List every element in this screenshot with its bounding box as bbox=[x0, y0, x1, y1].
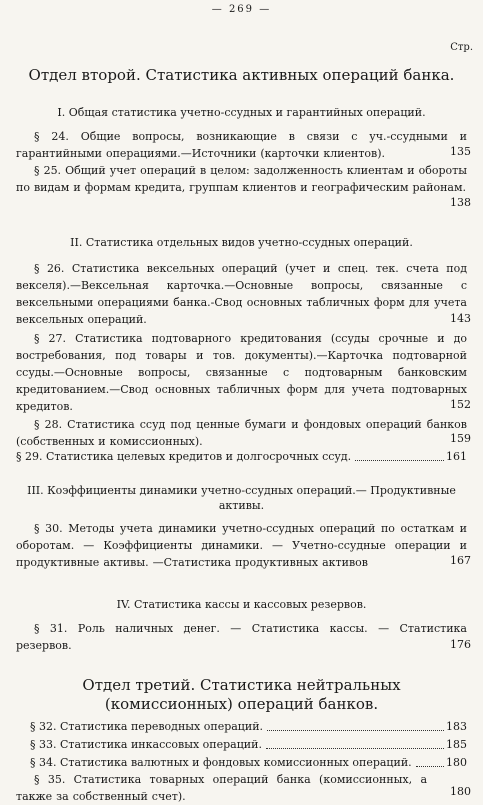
toc-entry-text: § 25. Общий учет операций в целом: задолженность клиентам и обороты по видам и формам кредита, группам клиентов и географическим районам. bbox=[16, 164, 467, 195]
toc-entry-text: § 27. Статистика подтоварного кредитования (ссуды срочные и до востребования, под товары и тов. документы).—Карточка подтоварной ссуды.—Основные вопросы, связанные с подтоварным банковским кредитованием.—Свод основных табличных форм для учета подтоварных кредитов. bbox=[16, 332, 467, 414]
chapter-4 bbox=[12, 598, 471, 613]
page-column-header: Стр. bbox=[450, 42, 473, 53]
toc-entry-32[interactable] bbox=[12, 718, 471, 735]
page-ref: 161 bbox=[446, 450, 467, 463]
toc-entry-25-page bbox=[12, 196, 471, 209]
toc-entry-34[interactable] bbox=[12, 754, 471, 771]
chapter-1-title: I. Общая статистика учетно-ссудных и гарантийных операций. bbox=[57, 106, 426, 119]
toc-entry-text: § 30. Методы учета динамики учетно-ссудных операций по остаткам и оборотам. — Коэффициенты динамики. — Учетно-ссудные операции и продуктивные активы. —Статистика продуктивных активов bbox=[16, 522, 467, 570]
page-number: — 269 — bbox=[211, 4, 272, 15]
page-ref: 180 bbox=[446, 756, 467, 769]
chapter-3 bbox=[12, 484, 471, 514]
page-ref: 183 bbox=[446, 720, 467, 733]
page-ref: 167 bbox=[450, 554, 471, 567]
page-ref: 143 bbox=[450, 312, 471, 325]
toc-entry-text: § 34. Статистика валютных и фондовых комиссионных операций. bbox=[30, 756, 412, 769]
page-ref: 135 bbox=[450, 145, 471, 158]
chapter-3-title: III. Коэффициенты динамики учетно-ссудных операций.— Продуктивные активы. bbox=[27, 484, 456, 512]
chapter-2 bbox=[12, 236, 471, 251]
toc-entry-text: § 31. Роль наличных денег. — Статистика кассы. — Статистика резервов. bbox=[16, 622, 467, 653]
chapter-2-title: II. Статистика отдельных видов учетно-ссудных операций. bbox=[70, 236, 413, 249]
page-ref: 180 bbox=[450, 785, 471, 798]
toc-entry-31-page bbox=[12, 638, 471, 651]
toc-entry-35-page bbox=[12, 785, 471, 798]
toc-entry-30-page bbox=[12, 554, 471, 567]
toc-entry-text: § 29. Статистика целевых кредитов и долгосрочных ссуд. bbox=[16, 450, 352, 463]
page-ref: 152 bbox=[450, 398, 471, 411]
toc-entry-27-page bbox=[12, 398, 471, 411]
toc-entry-33[interactable] bbox=[12, 736, 471, 753]
page-ref: 176 bbox=[450, 638, 471, 651]
leader-dots bbox=[267, 718, 444, 731]
part-two-section bbox=[0, 66, 483, 85]
toc-entry-text: § 32. Статистика переводных операций. bbox=[30, 720, 264, 733]
toc-entry-25[interactable] bbox=[12, 162, 471, 196]
part-three-title: Отдел третий. Статистика нейтральных (комиссионных) операций банков. bbox=[82, 676, 401, 713]
leader-dots bbox=[266, 736, 444, 749]
part-two-title: Отдел второй. Статистика активных операций банка. bbox=[28, 66, 455, 84]
toc-entry-24-page bbox=[12, 145, 471, 158]
toc-entry-29[interactable] bbox=[12, 448, 471, 465]
chapter-1 bbox=[12, 106, 471, 121]
toc-entry-text: § 28. Статистика ссуд под ценные бумаги и фондовых операций банков (собственных и комиссионных). bbox=[16, 418, 467, 449]
toc-entry-28-page bbox=[12, 432, 471, 445]
toc-entry-26-page bbox=[12, 312, 471, 325]
page-ref: 185 bbox=[446, 738, 467, 751]
toc-entry-text: § 26. Статистика вексельных операций (учет и спец. тек. счета под векселя).—Вексельная карточка.—Основные вопросы, связанные с вексельными операциями банка.-Свод основных табличных форм для учета вексельных операций. bbox=[16, 262, 467, 327]
toc-entry-text: § 35. Статистика товарных операций банка (комиссионных, а также за собственный счет). bbox=[16, 773, 427, 804]
leader-dots bbox=[416, 754, 444, 767]
part-three-section bbox=[18, 676, 465, 714]
chapter-4-title: IV. Статистика кассы и кассовых резервов. bbox=[116, 598, 367, 611]
toc-entry-text: § 24. Общие вопросы, возникающие в связи с уч.-ссудными и гарантийными операциями.—Источники (карточки клиентов). bbox=[16, 130, 467, 161]
page-ref: 159 bbox=[450, 432, 471, 445]
toc-entry-text: § 33. Статистика инкассовых операций. bbox=[30, 738, 262, 751]
page-ref: 138 bbox=[450, 196, 471, 209]
leader-dots bbox=[355, 448, 444, 461]
